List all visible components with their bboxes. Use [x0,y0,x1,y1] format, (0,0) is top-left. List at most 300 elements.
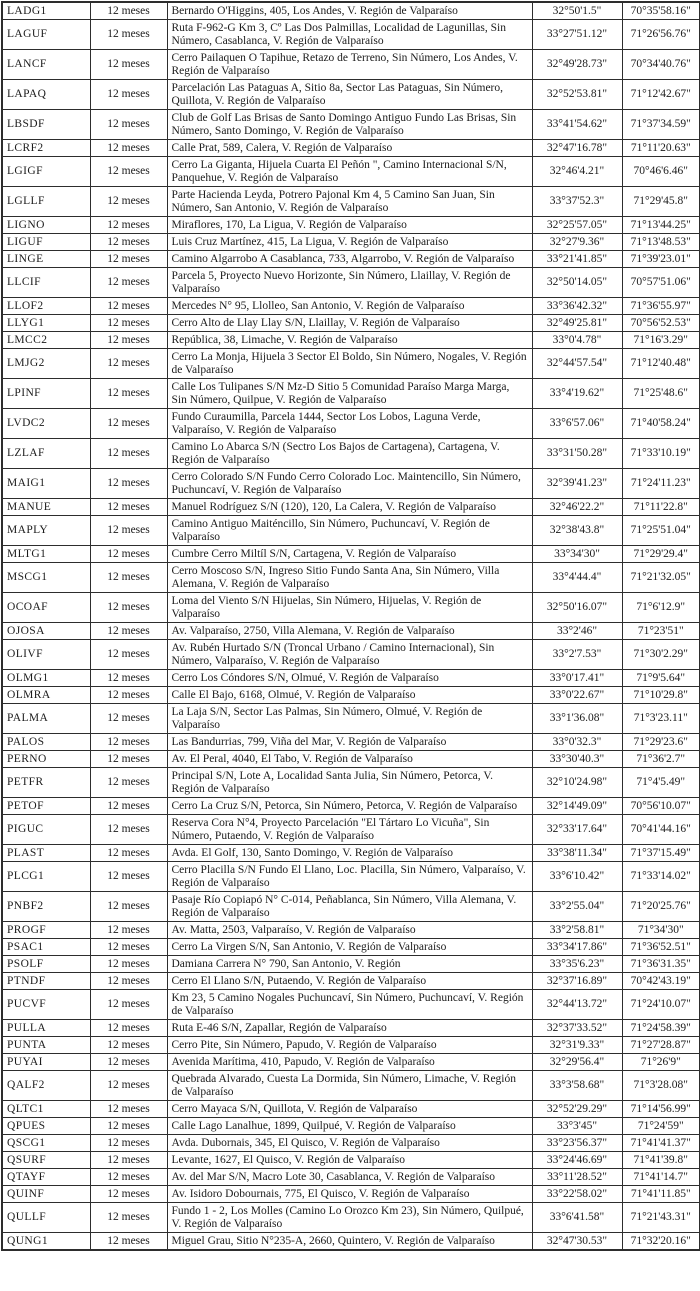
longitude-value: 71°25'48.6" [622,379,700,409]
longitude-value: 71°26'56.76" [622,20,700,50]
station-address: Cerro La Virgen S/N, San Antonio, V. Región de Valparaíso [167,939,532,956]
station-address: Club de Golf Las Brisas de Santo Domingo Antiguo Fundo Las Brisas, Sin Número, Santo Domingo, V. Región de Valparaíso [167,110,532,140]
table-row [2,798,700,815]
latitude-value: 32°27'9.36" [532,234,622,251]
longitude-value: 71°34'30" [622,922,700,939]
longitude-value: 71°12'42.67" [622,80,700,110]
longitude-value: 71°14'56.99" [622,1101,700,1118]
longitude-value: 71°30'2.29" [622,640,700,670]
longitude-value: 71°6'12.9" [622,593,700,623]
table-row [2,922,700,939]
table-row [2,251,700,268]
latitude-value: 33°34'30" [532,546,622,563]
latitude-value: 32°52'53.81" [532,80,622,110]
station-code: LIGNO [2,217,90,234]
longitude-value: 70°57'51.06" [622,268,700,298]
longitude-value: 71°36'55.97" [622,298,700,315]
measurement-period: 12 meses [90,1152,167,1169]
station-code: LADG1 [2,2,90,20]
station-code: LLOF2 [2,298,90,315]
latitude-value: 33°4'44.4" [532,563,622,593]
table-row [2,268,700,298]
document-page [0,1,700,1251]
station-address: Fundo 1 - 2, Los Molles (Camino Lo Orozco Km 23), Sin Número, Quilpué, V. Región de Valparaíso [167,1203,532,1233]
measurement-period: 12 meses [90,1203,167,1233]
table-row [2,332,700,349]
measurement-period: 12 meses [90,516,167,546]
table-row [2,1118,700,1135]
table-row [2,1135,700,1152]
station-address: Cerro Alto de Llay Llay S/N, Llaillay, V. Región de Valparaíso [167,315,532,332]
longitude-value: 71°37'34.59" [622,110,700,140]
station-address: Bernardo O'Higgins, 405, Los Andes, V. Región de Valparaíso [167,2,532,20]
latitude-value: 32°14'49.09" [532,798,622,815]
station-address: Cumbre Cerro Miltíl S/N, Cartagena, V. Región de Valparaíso [167,546,532,563]
latitude-value: 33°0'17.41" [532,670,622,687]
station-address: Av. Matta, 2503, Valparaíso, V. Región de Valparaíso [167,922,532,939]
station-address: Av. del Mar S/N, Macro Lote 30, Casablanca, V. Región de Valparaíso [167,1169,532,1186]
station-code: LAGUF [2,20,90,50]
longitude-value: 70°46'6.46" [622,157,700,187]
latitude-value: 32°46'22.2" [532,499,622,516]
longitude-value: 71°39'23.01" [622,251,700,268]
table-row [2,640,700,670]
station-code: OCOAF [2,593,90,623]
station-address: La Laja S/N, Sector Las Palmas, Sin Número, Olmué, V. Región de Valparaíso [167,704,532,734]
longitude-value: 71°25'51.04" [622,516,700,546]
table-row [2,110,700,140]
measurement-period: 12 meses [90,469,167,499]
station-code: LVDC2 [2,409,90,439]
measurement-period: 12 meses [90,798,167,815]
station-code: PERNO [2,751,90,768]
latitude-value: 32°44'57.54" [532,349,622,379]
station-address: Mercedes N° 95, Llolleo, San Antonio, V. Región de Valparaíso [167,298,532,315]
measurement-period: 12 meses [90,20,167,50]
longitude-value: 71°16'3.29" [622,332,700,349]
latitude-value: 33°4'19.62" [532,379,622,409]
latitude-value: 33°2'7.53" [532,640,622,670]
table-row [2,563,700,593]
station-address: Calle El Bajo, 6168, Olmué, V. Región de Valparaíso [167,687,532,704]
station-address: Km 23, 5 Camino Nogales Puchuncaví, Sin Número, Puchuncaví, V. Región de Valparaíso [167,990,532,1020]
longitude-value: 70°35'58.16" [622,2,700,20]
measurement-period: 12 meses [90,50,167,80]
station-address: Miguel Grau, Sitio N°235-A, 2660, Quintero, V. Región de Valparaíso [167,1233,532,1251]
measurement-period: 12 meses [90,922,167,939]
table-row [2,187,700,217]
table-row [2,1020,700,1037]
station-code: PETOF [2,798,90,815]
measurement-period: 12 meses [90,751,167,768]
station-code: LANCF [2,50,90,80]
table-row [2,704,700,734]
station-code: MLTG1 [2,546,90,563]
measurement-period: 12 meses [90,563,167,593]
table-row [2,939,700,956]
station-code: PALOS [2,734,90,751]
station-code: LLYG1 [2,315,90,332]
table-row [2,990,700,1020]
measurement-period: 12 meses [90,2,167,20]
measurement-period: 12 meses [90,298,167,315]
station-address: Cerro Los Cóndores S/N, Olmué, V. Región de Valparaíso [167,670,532,687]
longitude-value: 71°32'20.16" [622,1233,700,1251]
station-code: LAPAQ [2,80,90,110]
measurement-period: 12 meses [90,349,167,379]
measurement-period: 12 meses [90,815,167,845]
station-code: MANUE [2,499,90,516]
measurement-period: 12 meses [90,251,167,268]
station-address: Manuel Rodríguez S/N (120), 120, La Calera, V. Región de Valparaíso [167,499,532,516]
table-row [2,298,700,315]
table-row [2,687,700,704]
table-row [2,768,700,798]
measurement-period: 12 meses [90,1071,167,1101]
stations-table-body [2,2,700,1250]
longitude-value: 71°29'23.6" [622,734,700,751]
measurement-period: 12 meses [90,623,167,640]
latitude-value: 32°37'16.89" [532,973,622,990]
measurement-period: 12 meses [90,704,167,734]
longitude-value: 71°23'51" [622,623,700,640]
station-code: QUINF [2,1186,90,1203]
station-address: Avenida Marítima, 410, Papudo, V. Región de Valparaíso [167,1054,532,1071]
longitude-value: 71°36'2.7" [622,751,700,768]
station-address: Principal S/N, Lote A, Localidad Santa Julia, Sin Número, Petorca, V. Región de Valparaíso [167,768,532,798]
latitude-value: 33°27'51.12" [532,20,622,50]
station-code: MAPLY [2,516,90,546]
station-code: OLMG1 [2,670,90,687]
station-code: PUNTA [2,1037,90,1054]
longitude-value: 71°9'5.64" [622,670,700,687]
table-row [2,973,700,990]
station-address: Calle Prat, 589, Calera, V. Región de Valparaíso [167,140,532,157]
station-address: Ruta F-962-G Km 3, Cº Las Dos Palmillas, Localidad de Lagunillas, Sin Número, Casablanca, V. Región de Valparaíso [167,20,532,50]
table-row [2,2,700,20]
longitude-value: 71°21'43.31" [622,1203,700,1233]
table-row [2,670,700,687]
measurement-period: 12 meses [90,768,167,798]
measurement-period: 12 meses [90,1169,167,1186]
longitude-value: 70°41'44.16" [622,815,700,845]
measurement-period: 12 meses [90,140,167,157]
latitude-value: 32°33'17.64" [532,815,622,845]
longitude-value: 71°41'11.85" [622,1186,700,1203]
station-address: Camino Antiguo Maiténcillo, Sin Número, Puchuncaví, V. Región de Valparaíso [167,516,532,546]
measurement-period: 12 meses [90,187,167,217]
station-address: Avda. El Golf, 130, Santo Domingo, V. Región de Valparaíso [167,845,532,862]
table-row [2,50,700,80]
station-code: LIGUF [2,234,90,251]
table-row [2,469,700,499]
longitude-value: 70°56'52.53" [622,315,700,332]
station-code: LLCIF [2,268,90,298]
longitude-value: 71°11'22.8" [622,499,700,516]
latitude-value: 33°23'56.37" [532,1135,622,1152]
longitude-value: 71°3'28.08" [622,1071,700,1101]
station-address: Cerro Placilla S/N Fundo El Llano, Loc. Placilla, Sin Número, Valparaíso, V. Región de Valparaíso [167,862,532,892]
measurement-period: 12 meses [90,1233,167,1251]
longitude-value: 71°33'14.02" [622,862,700,892]
measurement-period: 12 meses [90,379,167,409]
station-address: Calle Lago Lanalhue, 1899, Quilpué, V. Región de Valparaíso [167,1118,532,1135]
station-address: Levante, 1627, El Quisco, V. Región de Valparaíso [167,1152,532,1169]
measurement-period: 12 meses [90,687,167,704]
latitude-value: 32°25'57.05" [532,217,622,234]
latitude-value: 33°38'11.34" [532,845,622,862]
station-code: MSCG1 [2,563,90,593]
latitude-value: 33°30'40.3" [532,751,622,768]
station-code: LMJG2 [2,349,90,379]
station-address: Av. Isidoro Dobournais, 775, El Quisco, V. Región de Valparaíso [167,1186,532,1203]
station-address: Pasaje Río Copiapó N° C-014, Peñablanca, Sin Número, Villa Alemana, V. Región de Valparaíso [167,892,532,922]
table-row [2,409,700,439]
longitude-value: 70°56'10.07" [622,798,700,815]
measurement-period: 12 meses [90,157,167,187]
station-address: Miraflores, 170, La Ligua, V. Región de Valparaíso [167,217,532,234]
station-code: QALF2 [2,1071,90,1101]
table-row [2,1186,700,1203]
latitude-value: 33°22'58.02" [532,1186,622,1203]
station-address: Cerro Moscoso S/N, Ingreso Sitio Fundo Santa Ana, Sin Número, Villa Alemana, V. Región de Valparaíso [167,563,532,593]
station-code: OLIVF [2,640,90,670]
station-code: PUYAI [2,1054,90,1071]
table-row [2,516,700,546]
table-row [2,751,700,768]
latitude-value: 33°3'58.68" [532,1071,622,1101]
latitude-value: 32°50'14.05" [532,268,622,298]
measurement-period: 12 meses [90,332,167,349]
longitude-value: 71°26'9" [622,1054,700,1071]
latitude-value: 32°39'41.23" [532,469,622,499]
station-address: Camino Lo Abarca S/N (Sectro Los Bajos de Cartagena), Cartagena, V. Región de Valparaíso [167,439,532,469]
latitude-value: 33°36'42.32" [532,298,622,315]
table-row [2,1169,700,1186]
station-address: Fundo Curaumilla, Parcela 1444, Sector Los Lobos, Laguna Verde, Valparaíso, V. Región de Valparaíso [167,409,532,439]
table-row [2,862,700,892]
latitude-value: 33°2'58.81" [532,922,622,939]
measurement-period: 12 meses [90,1020,167,1037]
longitude-value: 71°12'40.48" [622,349,700,379]
longitude-value: 71°13'44.25" [622,217,700,234]
latitude-value: 32°49'28.73" [532,50,622,80]
longitude-value: 71°4'5.49" [622,768,700,798]
longitude-value: 71°24'58.39" [622,1020,700,1037]
measurement-period: 12 meses [90,973,167,990]
measurement-period: 12 meses [90,892,167,922]
longitude-value: 71°29'45.8" [622,187,700,217]
latitude-value: 33°11'28.52" [532,1169,622,1186]
latitude-value: 33°3'45" [532,1118,622,1135]
latitude-value: 33°24'46.69" [532,1152,622,1169]
measurement-period: 12 meses [90,1186,167,1203]
station-address: Reserva Cora N°4, Proyecto Parcelación "El Tártaro Lo Vicuña", Sin Número, Putaendo, V. Región de Valparaíso [167,815,532,845]
station-code: QTAYF [2,1169,90,1186]
station-code: MAIG1 [2,469,90,499]
station-code: LINGE [2,251,90,268]
station-address: Calle Los Tulipanes S/N Mz-D Sitio 5 Comunidad Paraíso Marga Marga, Sin Número, Quilpue, V. Región de Valparaíso [167,379,532,409]
latitude-value: 33°0'4.78" [532,332,622,349]
table-row [2,80,700,110]
station-code: QSCG1 [2,1135,90,1152]
longitude-value: 71°21'32.05" [622,563,700,593]
measurement-period: 12 meses [90,1118,167,1135]
station-address: Cerro Pailaquen O Tapihue, Retazo de Terreno, Sin Número, Los Andes, V. Región de Valparaíso [167,50,532,80]
latitude-value: 32°47'16.78" [532,140,622,157]
station-code: LMCC2 [2,332,90,349]
longitude-value: 71°29'29.4" [622,546,700,563]
measurement-period: 12 meses [90,268,167,298]
latitude-value: 33°21'41.85" [532,251,622,268]
latitude-value: 33°34'17.86" [532,939,622,956]
longitude-value: 71°41'14.7" [622,1169,700,1186]
longitude-value: 71°10'29.8" [622,687,700,704]
table-row [2,20,700,50]
station-address: Cerro Pite, Sin Número, Papudo, V. Región de Valparaíso [167,1037,532,1054]
latitude-value: 32°46'4.21" [532,157,622,187]
latitude-value: 33°41'54.62" [532,110,622,140]
latitude-value: 33°0'22.67" [532,687,622,704]
station-address: Parte Hacienda Leyda, Potrero Pajonal Km 4, 5 Camino San Juan, Sin Número, San Antonio, V. Región de Valparaíso [167,187,532,217]
longitude-value: 71°37'15.49" [622,845,700,862]
station-code: PSAC1 [2,939,90,956]
table-row [2,1203,700,1233]
station-address: Avda. Dubornais, 345, El Quisco, V. Región de Valparaíso [167,1135,532,1152]
station-code: LGIGF [2,157,90,187]
station-code: QPUES [2,1118,90,1135]
table-row [2,956,700,973]
station-code: QUNG1 [2,1233,90,1251]
station-code: QULLF [2,1203,90,1233]
station-code: LZLAF [2,439,90,469]
longitude-value: 71°33'10.19" [622,439,700,469]
measurement-period: 12 meses [90,670,167,687]
station-address: Parcela 5, Proyecto Nuevo Horizonte, Sin Número, Llaillay, V. Región de Valparaíso [167,268,532,298]
table-row [2,140,700,157]
measurement-period: 12 meses [90,640,167,670]
longitude-value: 71°13'48.53" [622,234,700,251]
latitude-value: 33°6'10.42" [532,862,622,892]
measurement-period: 12 meses [90,234,167,251]
measurement-period: 12 meses [90,845,167,862]
station-code: LPINF [2,379,90,409]
latitude-value: 32°29'56.4" [532,1054,622,1071]
table-row [2,1071,700,1101]
station-address: Parcelación Las Pataguas A, Sitio 8a, Sector Las Pataguas, Sin Número, Quillota, V. Región de Valparaíso [167,80,532,110]
measurement-period: 12 meses [90,734,167,751]
station-address: Cerro El Llano S/N, Putaendo, V. Región de Valparaíso [167,973,532,990]
measurement-period: 12 meses [90,546,167,563]
station-code: PULLA [2,1020,90,1037]
measurement-period: 12 meses [90,956,167,973]
latitude-value: 32°49'25.81" [532,315,622,332]
longitude-value: 71°3'23.11" [622,704,700,734]
table-row [2,623,700,640]
measurement-period: 12 meses [90,110,167,140]
station-code: PUCVF [2,990,90,1020]
measurement-period: 12 meses [90,1037,167,1054]
latitude-value: 32°31'9.33" [532,1037,622,1054]
station-address: Av. Valparaíso, 2750, Villa Alemana, V. Región de Valparaíso [167,623,532,640]
longitude-value: 71°36'52.51" [622,939,700,956]
longitude-value: 71°24'59" [622,1118,700,1135]
longitude-value: 71°24'11.23" [622,469,700,499]
station-code: LGLLF [2,187,90,217]
table-row [2,1152,700,1169]
latitude-value: 32°10'24.98" [532,768,622,798]
table-row [2,1054,700,1071]
table-row [2,315,700,332]
latitude-value: 33°1'36.08" [532,704,622,734]
latitude-value: 32°44'13.72" [532,990,622,1020]
measurement-period: 12 meses [90,939,167,956]
station-address: Av. Rubén Hurtado S/N (Troncal Urbano / Camino Internacional), Sin Número, Valparaíso, V. Región de Valparaíso [167,640,532,670]
latitude-value: 33°35'6.23" [532,956,622,973]
latitude-value: 32°38'43.8" [532,516,622,546]
station-address: Loma del Viento S/N Hijuelas, Sin Número, Hijuelas, V. Región de Valparaíso [167,593,532,623]
latitude-value: 32°52'29.29" [532,1101,622,1118]
longitude-value: 71°41'39.8" [622,1152,700,1169]
station-code: LBSDF [2,110,90,140]
table-row [2,1037,700,1054]
table-row [2,593,700,623]
table-row [2,1101,700,1118]
station-address: Cerro La Giganta, Hijuela Cuarta El Peñón ", Camino Internacional S/N, Panquehue, V. Región de Valparaíso [167,157,532,187]
longitude-value: 70°42'43.19" [622,973,700,990]
table-row [2,892,700,922]
stations-table [1,1,700,1251]
station-code: QSURF [2,1152,90,1169]
table-row [2,845,700,862]
measurement-period: 12 meses [90,862,167,892]
longitude-value: 71°11'20.63" [622,140,700,157]
latitude-value: 33°2'46" [532,623,622,640]
station-address: Luis Cruz Martínez, 415, La Ligua, V. Región de Valparaíso [167,234,532,251]
table-row [2,349,700,379]
measurement-period: 12 meses [90,990,167,1020]
station-code: PETFR [2,768,90,798]
measurement-period: 12 meses [90,439,167,469]
longitude-value: 71°41'41.37" [622,1135,700,1152]
table-row [2,815,700,845]
station-code: PSOLF [2,956,90,973]
station-code: PLAST [2,845,90,862]
station-code: PROGF [2,922,90,939]
station-code: OJOSA [2,623,90,640]
table-row [2,439,700,469]
table-row [2,546,700,563]
station-address: Cerro Mayaca S/N, Quillota, V. Región de Valparaíso [167,1101,532,1118]
station-address: Av. El Peral, 4040, El Tabo, V. Región de Valparaíso [167,751,532,768]
longitude-value: 70°34'40.76" [622,50,700,80]
measurement-period: 12 meses [90,499,167,516]
table-row [2,379,700,409]
measurement-period: 12 meses [90,1135,167,1152]
latitude-value: 33°31'50.28" [532,439,622,469]
station-address: República, 38, Limache, V. Región de Valparaíso [167,332,532,349]
latitude-value: 32°50'1.5" [532,2,622,20]
table-row [2,234,700,251]
measurement-period: 12 meses [90,409,167,439]
measurement-period: 12 meses [90,1054,167,1071]
measurement-period: 12 meses [90,593,167,623]
latitude-value: 33°2'55.04" [532,892,622,922]
table-row [2,499,700,516]
longitude-value: 71°40'58.24" [622,409,700,439]
station-address: Cerro La Cruz S/N, Petorca, Sin Número, Petorca, V. Región de Valparaíso [167,798,532,815]
station-address: Ruta E-46 S/N, Zapallar, Región de Valparaíso [167,1020,532,1037]
